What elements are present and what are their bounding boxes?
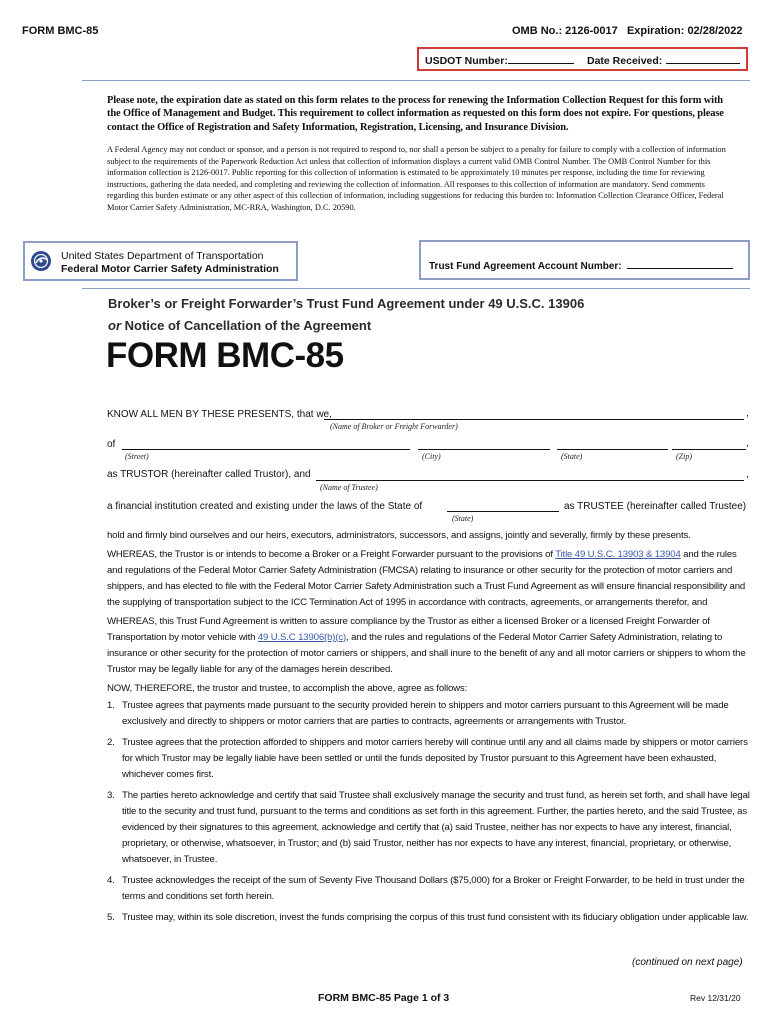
date-received-field[interactable] (587, 53, 740, 67)
omb-text: OMB No.: 2126-0017 (512, 25, 618, 37)
city-field[interactable] (418, 438, 550, 450)
item-text: Trustee agrees that the protection afforded to shippers and motor carriers hereby will continue until any and all claims made by shippers or motor carriers for which Trustor may be legally liable have been settled or until the funds deposited by Trustor pursuant to this Agreement have been exhausted, whichever comes first. (122, 737, 748, 780)
trustee-state-field[interactable] (447, 500, 559, 512)
trustee-state-caption: (State) (452, 514, 474, 523)
paperwork-reduction-notice: A Federal Agency may not conduct or sponsor, and a person is not required to respond to, nor shall a person be subject to a penalty for failure to comply with a collection of information subject to the requirements of the Paperwork Reduction Act unless that collection of information displays a current valid OMB Control Number. The OMB Control Number for this information collection is 2126-0017. Public reporting for this collection of information is estimated to be approximately 10 minutes per response, including the time for reviewing instructions, gathering the data needed, and completing and reviewing the collection of information. All responses to this collection of information are mandatory. Send comments regarding this burden estimate or any other aspect of this collection of information, including suggestions for reducing this burden to: Information Collection Clearance Officer, Federal Motor Carrier Safety Administration, MC-RRA, Washington, D.C. 20590. (107, 145, 726, 212)
trustor-label: as TRUSTOR (hereinafter called Trustor), and (107, 469, 311, 480)
now-therefore-paragraph: NOW, THEREFORE, the trustor and trustee, to accomplish the above, agree as follows: (107, 683, 468, 694)
whereas-paragraph-1 (107, 547, 750, 611)
trustee-name-field[interactable] (316, 469, 744, 481)
agreement-title: Broker’s or Freight Forwarder’s Trust Fund Agreement under 49 U.S.C. 13906 (108, 296, 585, 311)
title-divider (82, 288, 750, 289)
know-all-men-text: KNOW ALL MEN BY THESE PRESENTS, that we, (107, 409, 332, 420)
title-49-link[interactable]: Title 49 U.S.C. 13903 & 13904 (555, 549, 681, 560)
trust-fund-account-field[interactable] (429, 258, 733, 272)
agency-admin: Federal Motor Carrier Safety Administration (61, 263, 279, 275)
continued-note: (continued on next page) (632, 957, 743, 968)
item-number: 2. (107, 737, 115, 748)
zip-caption: (Zip) (676, 452, 692, 461)
dot-logo-icon (30, 250, 52, 272)
trustee-name-caption: (Name of Trustee) (320, 483, 378, 492)
hold-bind-paragraph: hold and firmly bind ourselves and our heirs, executors, administrators, successors, and assigns, jointly and severally, firmly by these presents. (107, 530, 691, 541)
street-field[interactable] (122, 438, 410, 450)
comma-1: , (746, 408, 749, 419)
institution-label: a financial institution created and existing under the laws of the State of (107, 501, 423, 512)
item-number: 3. (107, 790, 115, 801)
item-text: Trustee agrees that payments made pursuant to the security provided herein to shippers and motor carriers pursuant to this Agreement will be made exclusively and directly to shippers or motor carriers that are parties to contracts, agreements or arrangements with Trustor. (122, 700, 729, 727)
whereas1-text-b: and the rules and regulations of the Federal Motor Carrier Safety Administration (FMCSA) relating to insurance or other security for the protection of motor carriers and shippers, and has elected to file with the Federal Motor Carrier Safety Administration such a Trust Fund Agreement as will ensure financial responsibility and the supplying of transportation subject to the ICC Termination Act of 1995 in accordance with contracts, agreements, or arrangements therefor, and (107, 549, 746, 608)
agency-dept: United States Department of Transportation (61, 250, 264, 262)
whereas1-text-a: WHEREAS, the Trustor is or intends to become a Broker or a Freight Forwarder pursuant to the provisions of (107, 549, 556, 560)
broker-name-field[interactable] (324, 408, 744, 420)
usc-13906-link[interactable]: 49 U.S.C 13906(b)(c) (257, 632, 347, 643)
whereas2-text-b: , and the rules and regulations of the Federal Motor Carrier Safety Administration, relating to insurance or other security for the protection of motor carriers or shippers, and shall inure to the benefit of any and all motor carriers or shippers to whom the Trustor may be legally liable for any of the damages herein described. (107, 632, 746, 675)
page-number: FORM BMC-85 Page 1 of 3 (318, 992, 450, 1004)
as-trustee-text: as TRUSTEE (hereinafter called Trustee) (564, 501, 747, 512)
trust-fund-label: Trust Fund Agreement Account Number: (429, 261, 622, 272)
cancellation-text: Notice of Cancellation of the Agreement (121, 318, 372, 333)
list-item (107, 910, 750, 926)
street-caption: (Street) (125, 452, 149, 461)
item-number: 5. (107, 912, 115, 923)
list-item (107, 873, 750, 905)
form-title: FORM BMC-85 (106, 336, 344, 375)
agreement-body (107, 528, 750, 931)
item-text: Trustee acknowledges the receipt of the sum of Seventy Five Thousand Dollars ($75,000) for a Broker or Freight Forwarder, to be held in trust under the terms and conditions set forth herein. (122, 875, 745, 902)
list-item (107, 788, 750, 868)
item-number: 1. (107, 700, 115, 711)
header-divider (82, 80, 750, 81)
omb-number (512, 25, 743, 37)
item-text: Trustee may, within its sole discretion, invest the funds comprising the corpus of this trust fund consistent with its fiduciary obligation under applicable law. (122, 912, 749, 923)
comma-2: , (746, 438, 749, 449)
list-item (107, 735, 750, 783)
state-caption: (State) (561, 452, 583, 461)
of-label: of (107, 439, 116, 450)
zip-field[interactable] (672, 438, 746, 450)
item-number: 4. (107, 875, 115, 886)
notice-of-cancellation-title (108, 318, 371, 333)
agreement-items (107, 698, 750, 926)
usdot-number-field[interactable] (425, 53, 574, 67)
item-text: The parties hereto acknowledge and certify that said Trustee shall exclusively manage the security and trust fund, as herein set forth, and shall have legal title to the security and trust fund, pursuant to the terms and conditions as set forth in this agreement. Further, the parties hereto, and the said Trustee, as evidenced by their signatures to this agreement, acknowledge and certify that (a) said Trustee, neither has nor expects to have any interest, financial, proprietary, or otherwise, whatsoever, in Trustor; and (b) said Trustor, neither has nor expects to have any interest, financial, proprietary, or otherwise, whatsoever, in Trustee. (122, 790, 750, 865)
whereas2-text-a: WHEREAS, this Trust Fund Agreement is written to assure compliance by the Trustor as either a licensed Broker or a licensed Freight Forwarder of Transportation by motor vehicle with (107, 616, 710, 643)
list-item (107, 698, 750, 730)
date-received-label: Date Received: (587, 55, 663, 67)
revision-date: Rev 12/31/20 (690, 993, 741, 1003)
form-id-header: FORM BMC-85 (22, 25, 99, 37)
state-field[interactable] (557, 438, 668, 450)
usdot-label: USDOT Number: (425, 55, 508, 67)
comma-3: , (746, 469, 749, 480)
expiration-notice: Please note, the expiration date as stated on this form relates to the process for renewing the Information Collection Request for this form with the Office of Management and Budget. This requirement to collect information as requested on this form does not expire. For questions, please contact the Office of Registration and Safety Information, Registration, Licensing, and Insurance Division. (107, 95, 724, 133)
expiration-text: Expiration: 02/28/2022 (626, 25, 743, 37)
broker-name-caption: (Name of Broker or Freight Forwarder) (330, 422, 458, 431)
city-caption: (City) (422, 452, 441, 461)
whereas-paragraph-2 (107, 614, 750, 678)
or-text: or (108, 318, 121, 333)
